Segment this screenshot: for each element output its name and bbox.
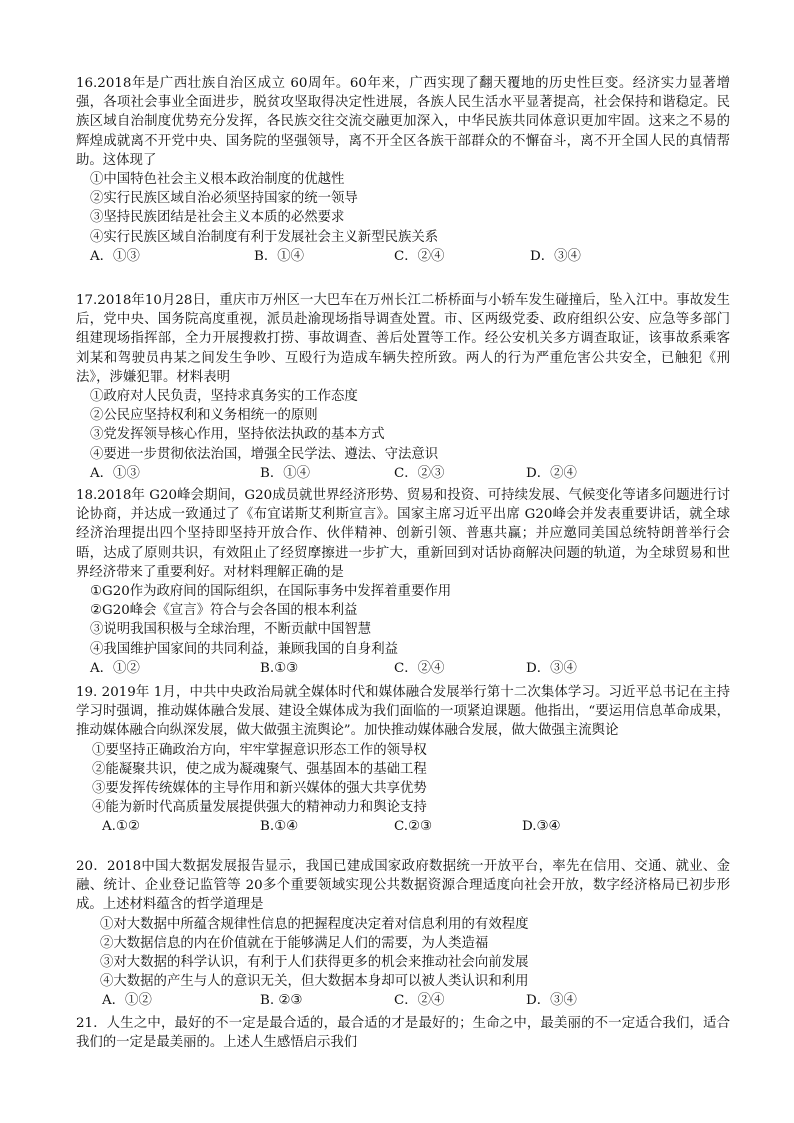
option-4: ④要进一步贯彻依法治国，增强全民学法、遵法、守法意识 xyxy=(90,446,439,462)
answer-c: C.②③ xyxy=(394,819,433,835)
option-2: ②大数据信息的内在价值就在于能够满足人们的需要，为人类造福 xyxy=(100,935,489,951)
question-21 xyxy=(76,1014,730,1052)
question-19 xyxy=(76,683,730,836)
answer-choices xyxy=(76,817,730,836)
option-1: ①要坚持正确政治方向，牢牢掌握意识形态工作的领导权 xyxy=(92,742,427,758)
option-4: ④实行民族区域自治制度有利于发展社会主义新型民族关系 xyxy=(90,229,439,245)
question-18 xyxy=(76,486,730,678)
answer-c: C．②④ xyxy=(394,248,445,264)
question-stem: 18.2018年 G20峰会期间，G20成员就世界经济形势、贸易和投资、可持续发展、气候变化等诸多问题进行讨论协商，并达成一致通过了《布宜诺斯艾利斯宣言》。国家主席习近平出席 G20峰会并发表重要讲话，就全球经济治理提出四个坚持即坚持开放合作、伙伴精神、创新引领、普惠共赢；并应邀同美国总统特朗普举行会晤，达成了原则共识，有效阻止了经贸摩擦进一步扩大，重新回到对话协商解决问题的轨道，为全球贸易和世界经济带来了重要利好。对材料理解正确的是 xyxy=(76,488,730,580)
answer-choices xyxy=(76,247,730,266)
option-4: ④能为新时代高质量发展提供强大的精神动力和舆论支持 xyxy=(92,800,427,816)
option-3: ③说明我国积极与全球治理，不断贡献中国智慧 xyxy=(90,622,372,638)
answer-c: C．②③ xyxy=(394,465,445,481)
answer-b: B．①④ xyxy=(260,465,311,481)
answer-choices xyxy=(76,991,730,1010)
question-stem: 19. 2019年 1月，中共中央政治局就全媒体时代和媒体融合发展举行第十二次集体学习。习近平总书记在主持学习时强调，推动媒体融合发展、建设全媒体成为我们面临的一项紧迫课题。他指出，“要运用信息革命成果，推动媒体融合向纵深发展，做大做强主流舆论”。加快推动媒体融合发展，做大做强主流舆论 xyxy=(76,685,730,739)
question-17 xyxy=(76,291,730,483)
answer-c: C．②④ xyxy=(394,660,445,676)
question-16 xyxy=(76,74,730,266)
option-2: ②G20峰会《宣言》符合与会各国的根本利益 xyxy=(90,603,358,619)
answer-b: B. ②③ xyxy=(260,993,303,1009)
answer-d: D．③④ xyxy=(526,993,577,1009)
answer-b: B.①③ xyxy=(260,660,299,676)
option-3: ③对大数据的科学认识，有利于人们获得更多的机会来推动社会向前发展 xyxy=(100,955,529,971)
question-20 xyxy=(76,857,730,1010)
answer-b: B．①④ xyxy=(254,248,305,264)
answer-a: A．①③ xyxy=(90,465,140,481)
option-1: ①中国特色社会主义根本政治制度的优越性 xyxy=(90,172,345,188)
answer-d: D.③④ xyxy=(522,819,561,835)
option-2: ②实行民族区域自治必须坚持国家的统一领导 xyxy=(90,191,358,207)
option-3: ③坚持民族团结是社会主义本质的必然要求 xyxy=(90,210,345,226)
answer-d: D．③④ xyxy=(526,660,577,676)
option-3: ③党发挥领导核心作用，坚持依法执政的基本方式 xyxy=(90,427,385,443)
option-2: ②公民应坚持权利和义务相统一的原则 xyxy=(90,408,318,424)
question-stem: 17.2018年10月28日，重庆市万州区一大巴车在万州长江二桥桥面与小轿车发生碰撞后，坠入江中。事故发生后，党中央、国务院高度重视，派员赴渝现场指导调查处置。市、区两级党委、政府组织公安、应急等多部门组建现场指挥部，全力开展搜救打捞、事故调查、善后处置等工作。经公安机关多方调查取证，该事故系乘客刘某和驾驶员冉某之间发生争吵、互殴行为造成车辆失控所致。两人的行为严重危害公共安全，已触犯《刑法》，涉嫌犯罪。材料表明 xyxy=(76,293,730,385)
question-stem: 16.2018年是广西壮族自治区成立 60周年。60年来，广西实现了翻天覆地的历史性巨变。经济实力显著增强，各项社会事业全面进步，脱贫攻坚取得决定性进展，各族人民生活水平显著提高，社会保持和谐稳定。民族区域自治制度优势充分发挥，各民族交往交流交融更加深入，中华民族共同体意识更加牢固。这来之不易的辉煌成就离不开党中央、国务院的坚强领导，离不开全区各族干部群众的不懈奋斗，离不开全国人民的真情帮助。这体现了 xyxy=(76,76,730,168)
option-3: ③要发挥传统媒体的主导作用和新兴媒体的强大共享优势 xyxy=(92,781,427,797)
answer-b: B.①④ xyxy=(260,819,299,835)
answer-d: D．②④ xyxy=(526,465,577,481)
answer-c: C．②④ xyxy=(394,993,445,1009)
answer-d: D．③④ xyxy=(530,248,581,264)
option-1: ①对大数据中所蕴含规律性信息的把握程度决定着对信息利用的有效程度 xyxy=(100,916,529,932)
option-1: ①G20作为政府间的国际组织，在国际事务中发挥着重要作用 xyxy=(90,584,452,600)
answer-a: A.①② xyxy=(102,819,140,835)
option-4: ④我国维护国家间的共同利益，兼顾我国的自身利益 xyxy=(90,641,398,657)
option-4: ④大数据的产生与人的意识无关，但大数据本身却可以被人类认识和利用 xyxy=(100,974,529,990)
question-stem: 20．2018中国大数据发展报告显示，我国已建成国家政府数据统一开放平台，率先在信用、交通、就业、金融、统计、企业登记监管等 20多个重要领域实现公共数据资源合理适度向社会开放，数字经济格局已初步形成。上述材料蕴含的哲学道理是 xyxy=(76,859,730,913)
answer-choices xyxy=(76,659,730,678)
answer-a: A．①② xyxy=(102,993,152,1009)
option-1: ①政府对人民负责，坚持求真务实的工作态度 xyxy=(90,389,358,405)
answer-a: A．①③ xyxy=(90,248,140,264)
answer-a: A．①② xyxy=(90,660,140,676)
question-stem: 21．人生之中，最好的不一定是最合适的，最合适的才是最好的；生命之中，最美丽的不一定适合我们，适合我们的一定是最美丽的。上述人生感悟启示我们 xyxy=(76,1016,730,1051)
answer-choices xyxy=(76,464,730,483)
option-2: ②能凝聚共识，使之成为凝魂聚气、强基固本的基础工程 xyxy=(92,761,427,777)
